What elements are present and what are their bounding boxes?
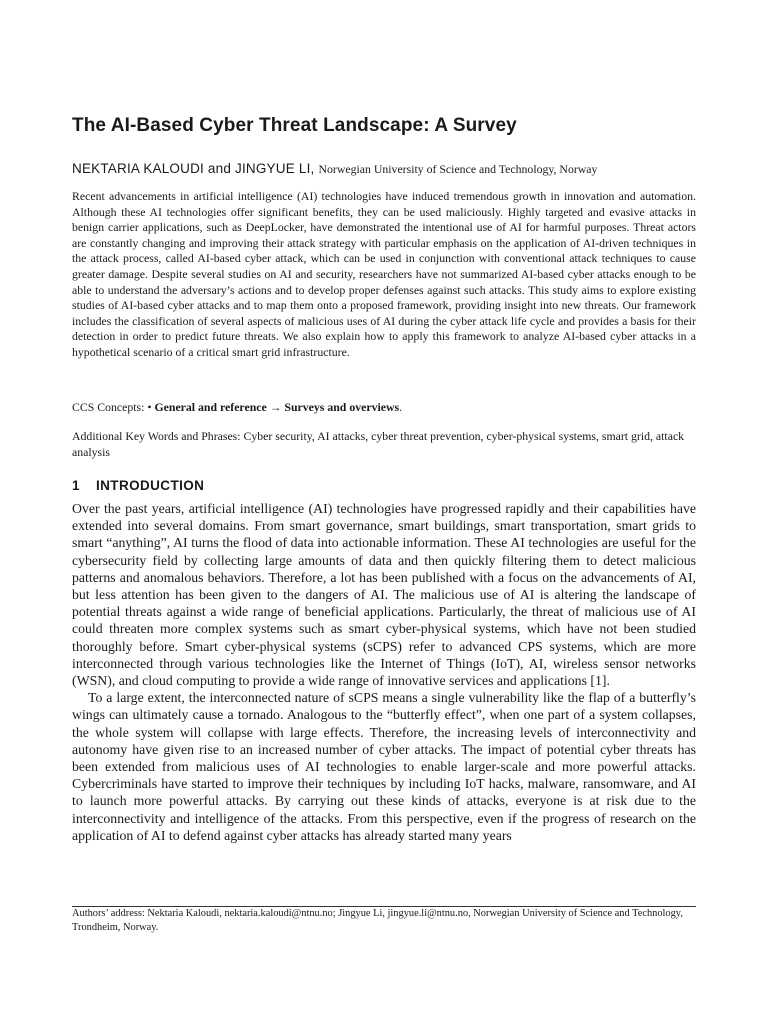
- section-number: 1: [72, 478, 80, 493]
- ccs-concepts: [72, 400, 696, 416]
- abstract: Recent advancements in artificial intelligence (AI) technologies have induced tremendous growth in innovation and automation. Although these AI technologies offer significant benefits, they can be used maliciously. Highly targeted and evasive attacks in benign carrier applications, such as DeepLocker, have demonstrated the intentional use of AI for harmful purposes. Threat actors are constantly changing and improving their attack strategy with particular emphasis on the application of AI-driven techniques in the attack process, called AI-based cyber attack, which can be used in conjunction with conventional attack techniques to cause greater damage. Despite several studies on AI and security, researchers have not summarized AI-based cyber attacks enough to be able to understand the adversary’s actions and to develop proper defenses against such attacks. This study aims to explore existing studies of AI-based cyber attacks and to map them onto a proposed framework, providing insight into new threats. Our framework includes the classification of several aspects of malicious uses of AI during the cyber attack life cycle and provides a basis for their detection in order to predict future threats. We also explain how to apply this framework to analyze AI-based cyber attacks in a hypothetical scenario of a critical smart grid infrastructure.: [72, 189, 696, 359]
- keywords: Additional Key Words and Phrases: Cyber security, AI attacks, cyber threat prevention, cyber-physical systems, smart grid, attack analysis: [72, 429, 685, 459]
- section-heading: [72, 478, 204, 493]
- paragraph: To a large extent, the interconnected nature of sCPS means a single vulnerability like the flap of a butterfly’s wings can ultimately cause a tornado. Analogous to the “butterfly effect”, when one part of a system collapses, the whole system will collapse with large effects. Therefore, the increasing levels of interconnectivity and autonomy have given rise to an increased number of cyber attacks. The impact of potential cyber threats has been extended from malicious uses of AI technologies to enable larger-scale and more powerful attacks. Cybercriminals have started to improve their techniques by including IoT hacks, malware, ransomware, and AI to launch more powerful attacks. By carrying out these kinds of attacks, everyone is at risk due to the interconnectivity and intelligence of the attacks. From this perspective, even if the progress of research on the application of AI to defend against cyber attacks has already started many years: [72, 690, 696, 843]
- paper-title: The AI-Based Cyber Threat Landscape: A Survey: [72, 115, 517, 136]
- body-text: [72, 500, 696, 844]
- ccs-concept-list: General and reference → Surveys and overviews: [154, 400, 400, 414]
- author-affiliation: Norwegian University of Science and Technology, Norway: [318, 162, 598, 176]
- author-names: NEKTARIA KALOUDI and JINGYUE LI,: [72, 161, 315, 176]
- paragraph: Over the past years, artificial intelligence (AI) technologies have progressed rapidly and their capabilities have extended into several domains. From smart governance, smart buildings, smart transportation, smart grids to smart “anything”, AI turns the flood of data into actionable information. These AI technologies are useful for the cybersecurity field by collecting large amounts of data and then quickly filtering them to detect malicious patterns and anomalous behaviors. Therefore, a lot has been published with a focus on the advancements of AI, but less attention has been given to the dangers of AI. The malicious use of AI is altering the landscape of potential threats against a wide range of beneficial applications. Particularly, the threat of malicious use of AI could threaten more complex systems such as smart cyber-physical systems, which have not been studied thoroughly before. Smart cyber-physical systems (sCPS) refer to advanced CPS systems, which are more interconnected through various technologies like the Internet of Things (IoT), AI, wireless sensor networks (WSN), and cloud computing to provide a wide range of innovative services and applications [1].: [72, 501, 696, 689]
- ccs-label: CCS Concepts: •: [72, 400, 152, 414]
- section-title: INTRODUCTION: [96, 478, 205, 493]
- footnote: Authors’ address: Nektaria Kaloudi, nektaria.kaloudi@ntnu.no; Jingyue Li, jingyue.li@ntnu.no, Norwegian University of Science and Technology, Trondheim, Norway.: [72, 908, 683, 934]
- ccs-end: .: [399, 400, 403, 414]
- author-line: [72, 160, 696, 178]
